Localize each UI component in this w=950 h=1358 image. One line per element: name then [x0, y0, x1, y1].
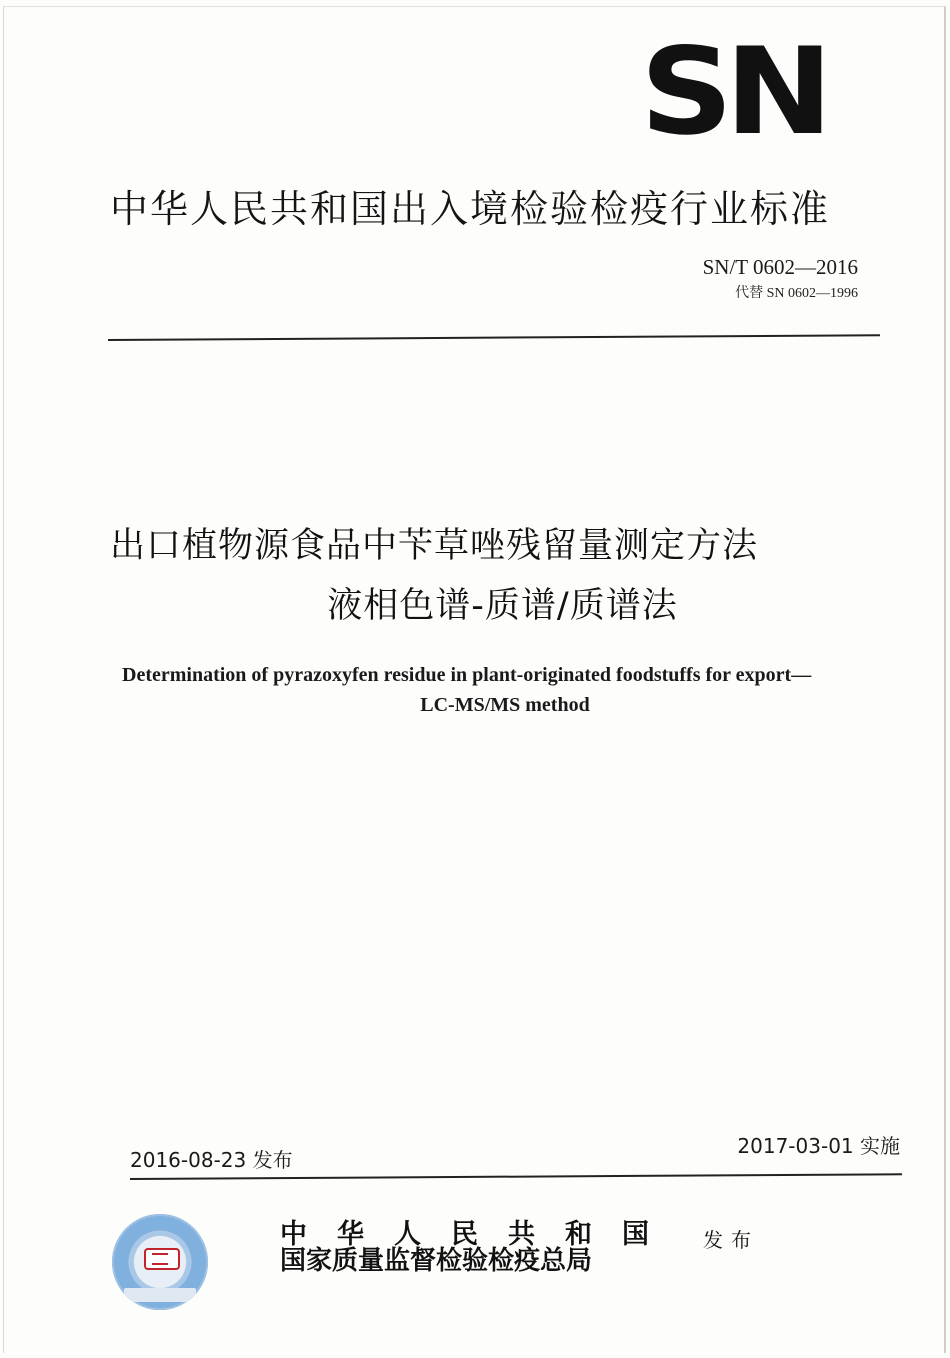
seal-emblem — [144, 1248, 180, 1270]
implementation-date: 2017-03-01 实施 — [737, 1134, 900, 1158]
publisher-line2: 国家质量监督检验检疫总局 — [280, 1246, 593, 1276]
title-english-line1: Determination of pyrazoxyfen residue in plant-originated foodstuffs for export— — [122, 664, 812, 686]
seal-band — [124, 1288, 196, 1302]
sn-logo: SN — [640, 23, 825, 162]
title-chinese-line2: 液相色谱-质谱/质谱法 — [327, 586, 678, 626]
issue-date: 2016-08-23 发布 — [130, 1148, 293, 1172]
replaces-standard: 代替 SN 0602—1996 — [735, 286, 858, 301]
title-chinese-line1: 出口植物源食品中苄草唑残留量测定方法 — [110, 526, 759, 566]
publisher-line1: 中华人民共和国 — [280, 1219, 679, 1250]
standard-category: 中华人民共和国出入境检验检疫行业标准 — [110, 187, 831, 231]
standard-number: SN/T 0602—2016 — [702, 255, 858, 279]
publisher-action: 发布 — [703, 1228, 759, 1252]
anti-counterfeit-seal-icon — [112, 1214, 208, 1310]
title-english-line2: LC-MS/MS method — [420, 694, 590, 716]
